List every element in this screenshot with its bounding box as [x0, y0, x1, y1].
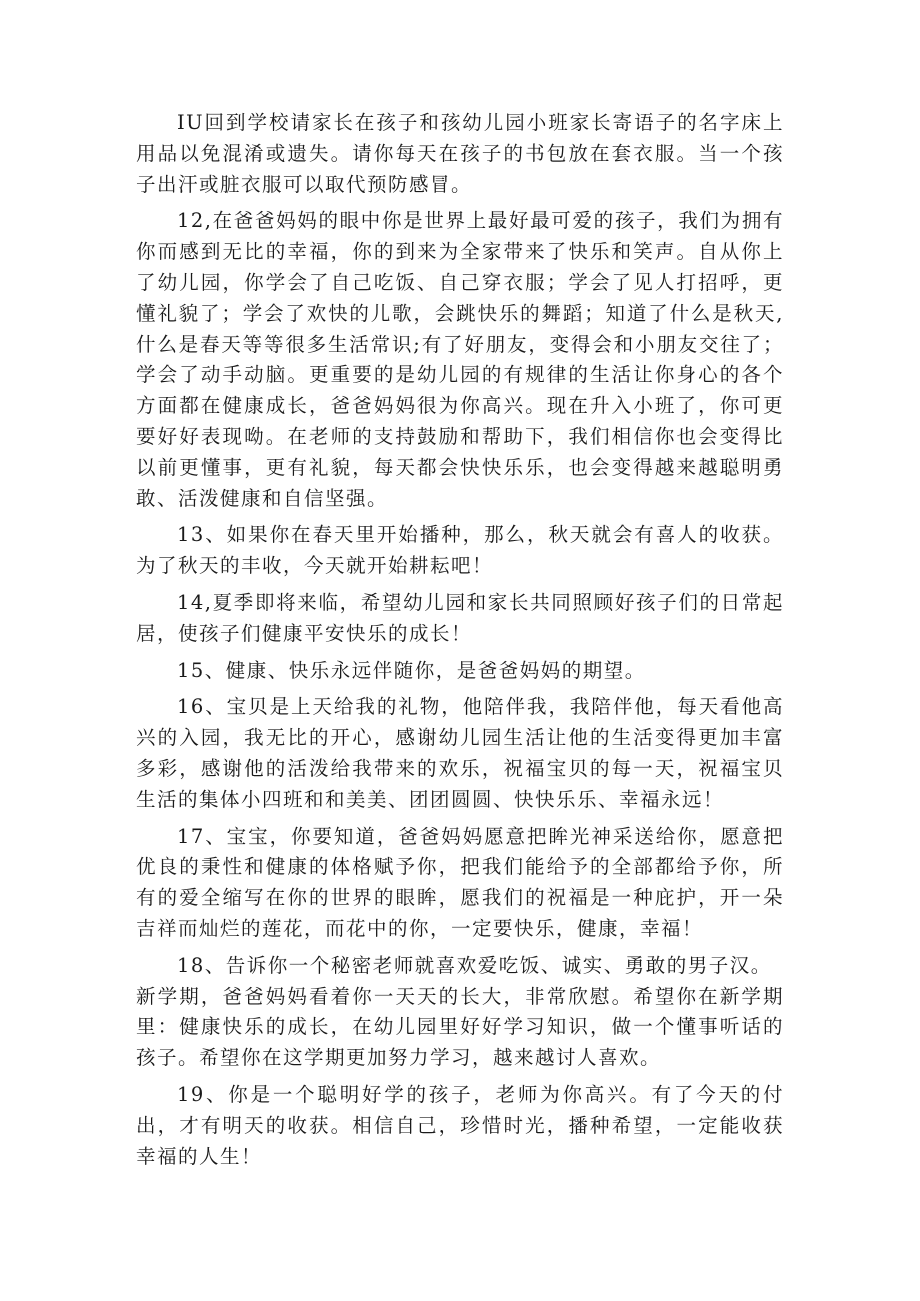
paragraph-14: 14,夏季即将来临，希望幼儿园和家长共同照顾好孩子们的日常起居，使孩子们健康平安快乐的成长！ [136, 590, 784, 645]
paragraph-15: 15、健康、快乐永远伴随你，是爸爸妈妈的期望。 [176, 658, 646, 682]
paragraph-12: 12,在爸爸妈妈的眼中你是世界上最好最可爱的孩子，我们为拥有你而感到无比的幸福，你的到来为全家带来了快乐和笑声。自从你上了幼儿园，你学会了自己吃饭、自己穿衣服；学会了见人打招呼，更懂礼貌了；学会了欢快的儿歌，会跳快乐的舞蹈；知道了什么是秋天,什么是春天等等很多生活常识;有了好朋友，变得会和小朋友交往了；学会了动手动脑。更重要的是幼儿园的有规律的生活让你身心的各个方面都在健康成长，爸爸妈妈很为你高兴。现在升入小班了，你可更要好好表现呦。在老师的支持鼓励和帮助下，我们相信你也会变得比以前更懂事，更有礼貌，每天都会快快乐乐，也会变得越来越聪明勇敢、活泼健康和自信坚强。 [136, 209, 784, 510]
paragraph-19: 19、你是一个聪明好学的孩子，老师为你高兴。有了今天的付出，才有明天的收获。相信自己，珍惜时光，播种希望，一定能收获幸福的人生！ [136, 1082, 784, 1168]
document-body [136, 108, 784, 1178]
paragraph-1: IU回到学校请家长在孩子和孩幼儿园小班家长寄语子的名字床上用品以免混淆或遗失。请你每天在孩子的书包放在套衣服。当一个孩子出汗或脏衣服可以取代预防感冒。 [136, 111, 784, 196]
paragraph-18: 18、告诉你一个秘密老师就喜欢爱吃饭、诚实、勇敢的男子汉。 [176, 953, 772, 977]
paragraph-17: 17、宝宝，你要知道，爸爸妈妈愿意把眸光神采送给你，愿意把优良的秉性和健康的体格赋予你，把我们能给予的全部都给予你，所有的爱全缩写在你的世界的眼眸，愿我们的祝福是一种庇护，开一朵吉祥而灿烂的莲花，而花中的你，一定要快乐，健康，幸福！ [136, 824, 784, 940]
paragraph-16: 16、宝贝是上天给我的礼物，他陪伴我，我陪伴他，每天看他高兴的入园，我无比的开心，感谢幼儿园生活让他的生活变得更加丰富多彩，感谢他的活泼给我带来的欢乐，祝福宝贝的每一天，祝福宝贝生活的集体小四班和和美美、团团圆圆、快快乐乐、幸福永远！ [136, 695, 784, 811]
paragraph-13: 13、如果你在春天里开始播种，那么，秋天就会有喜人的收获。为了秋天的丰收，今天就开始耕耘吧！ [136, 523, 784, 578]
paragraph-new-semester: 新学期，爸爸妈妈看着你一天天的长大，非常欣慰。希望你在新学期里：健康快乐的成长，在幼儿园里好好学习知识，做一个懂事听话的孩子。希望你在这学期更加努力学习，越来越讨人喜欢。 [136, 984, 784, 1070]
